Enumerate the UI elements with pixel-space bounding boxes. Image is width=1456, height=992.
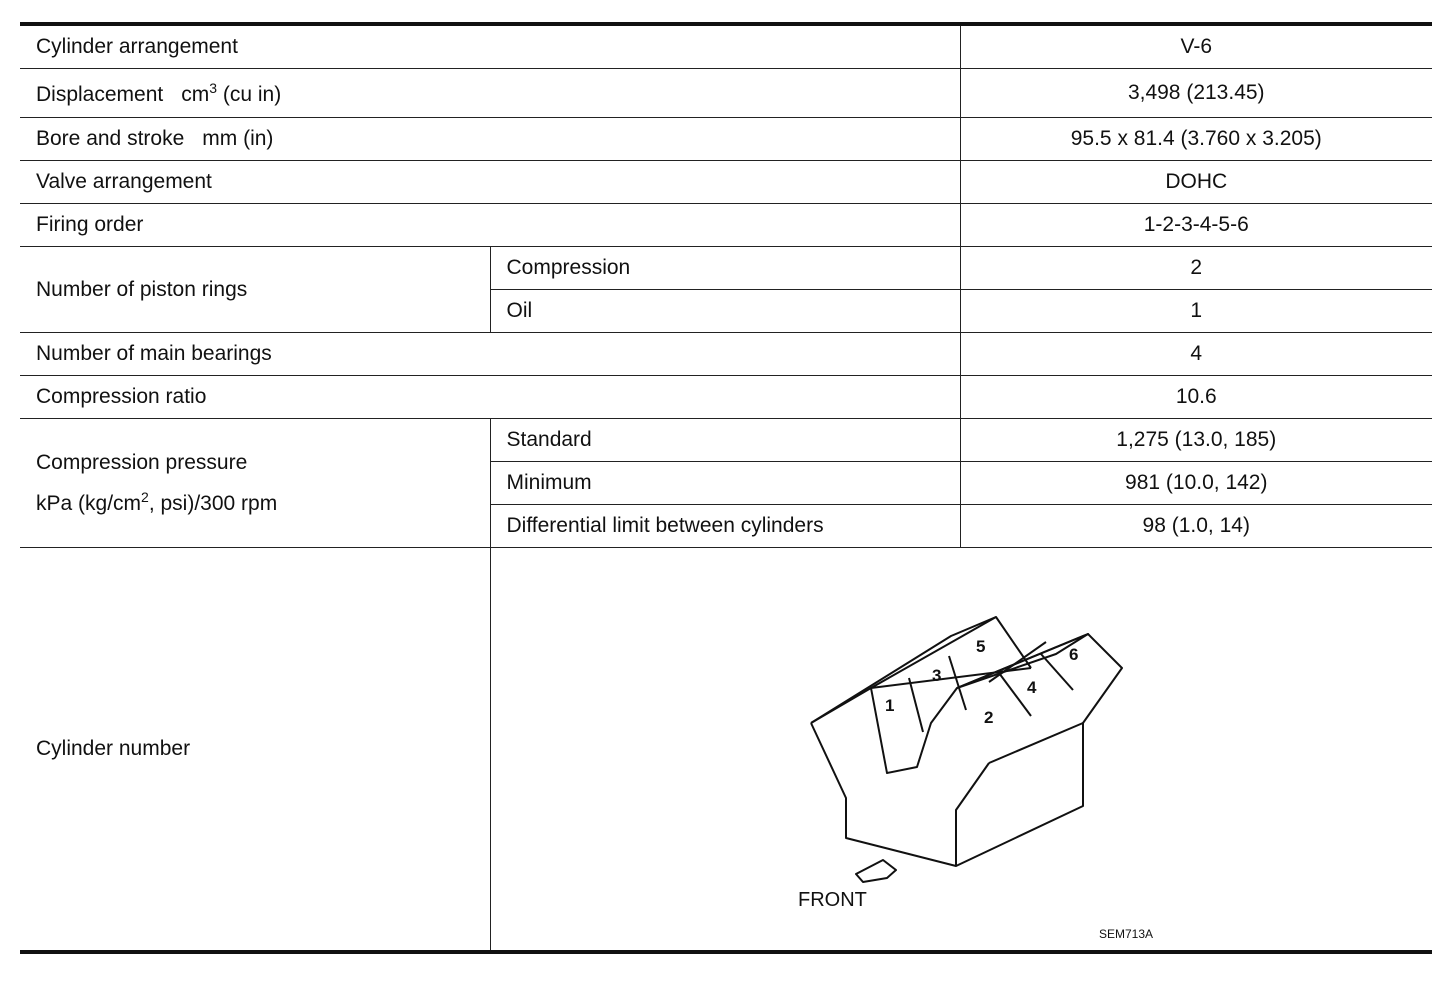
main-bearings-value: 4 <box>960 333 1432 376</box>
row-main-bearings <box>20 333 1432 376</box>
firing-order-label: Firing order <box>20 204 960 247</box>
compression-differential-label: Differential limit between cylinders <box>490 505 960 548</box>
displacement-unit: $cm^3$ (cu in) <box>181 79 282 106</box>
piston-rings-label: Number of piston rings <box>20 247 490 333</box>
bore-stroke-unit: mm (in) <box>202 127 274 150</box>
row-compression-standard <box>20 419 1432 462</box>
divider-1-3 <box>909 678 923 732</box>
row-valve-arrangement <box>20 161 1432 204</box>
row-displacement <box>20 69 1432 118</box>
cylinder-diagram-cell <box>490 548 1432 953</box>
cylinder-label-4: 4 <box>1026 678 1036 697</box>
bore-stroke-value: 95.5 x 81.4 (3.760 x 3.205) <box>960 118 1432 161</box>
cylinder-arrangement-value: V-6 <box>960 24 1432 69</box>
compression-pressure-unit: kPa ($kg/cm^2$, psi)/300 rpm <box>36 488 278 515</box>
compression-minimum-value: 981 (10.0, 142) <box>960 462 1432 505</box>
front-arrow <box>856 860 896 882</box>
cylinder-label-3: 3 <box>931 666 941 685</box>
engine-spec-table <box>20 22 1432 954</box>
diagram-code: SEM713A <box>1098 927 1153 941</box>
block-outline <box>811 634 1122 866</box>
bore-stroke-label: Bore and stroke <box>36 127 185 150</box>
right-bank-lower <box>956 763 989 866</box>
divider-3-5 <box>949 656 966 710</box>
row-compression-ratio <box>20 376 1432 419</box>
row-cylinder-number <box>20 548 1432 953</box>
displacement-label: Displacement <box>36 82 164 106</box>
row-bore-stroke <box>20 118 1432 161</box>
cylinder-label-2: 2 <box>983 708 993 727</box>
piston-rings-oil-value: 1 <box>960 290 1432 333</box>
row-piston-rings-compression <box>20 247 1432 290</box>
displacement-value: 3,498 (213.45) <box>960 69 1432 118</box>
piston-rings-oil-label: Oil <box>490 290 960 333</box>
row-cylinder-arrangement <box>20 24 1432 69</box>
cylinder-label-6: 6 <box>1068 645 1078 664</box>
compression-standard-label: Standard <box>490 419 960 462</box>
cylinder-arrangement-label: Cylinder arrangement <box>20 24 960 69</box>
compression-ratio-value: 10.6 <box>960 376 1432 419</box>
valve-arrangement-value: DOHC <box>960 161 1432 204</box>
compression-differential-value: 98 (1.0, 14) <box>960 505 1432 548</box>
row-firing-order <box>20 204 1432 247</box>
valve-arrangement-label: Valve arrangement <box>20 161 960 204</box>
left-bank-top <box>811 617 1031 723</box>
cylinder-label-1: 1 <box>884 696 894 715</box>
compression-pressure-label: Compression pressure <box>36 450 248 474</box>
compression-minimum-label: Minimum <box>490 462 960 505</box>
compression-ratio-label: Compression ratio <box>20 376 960 419</box>
cylinder-number-label: Cylinder number <box>20 548 490 953</box>
firing-order-value: 1-2-3-4-5-6 <box>960 204 1432 247</box>
v6-engine-block-illustration <box>491 548 1433 950</box>
displacement-label-cell <box>20 69 960 118</box>
front-label: FRONT <box>797 889 867 911</box>
cylinder-diagram <box>491 548 1433 950</box>
piston-rings-compression-label: Compression <box>490 247 960 290</box>
compression-pressure-label-cell <box>20 419 490 548</box>
compression-standard-value: 1,275 (13.0, 185) <box>960 419 1432 462</box>
main-bearings-label: Number of main bearings <box>20 333 960 376</box>
cylinder-label-5: 5 <box>975 637 985 656</box>
bore-stroke-label-cell <box>20 118 960 161</box>
piston-rings-compression-value: 2 <box>960 247 1432 290</box>
right-bank-lower-edge <box>989 723 1083 763</box>
